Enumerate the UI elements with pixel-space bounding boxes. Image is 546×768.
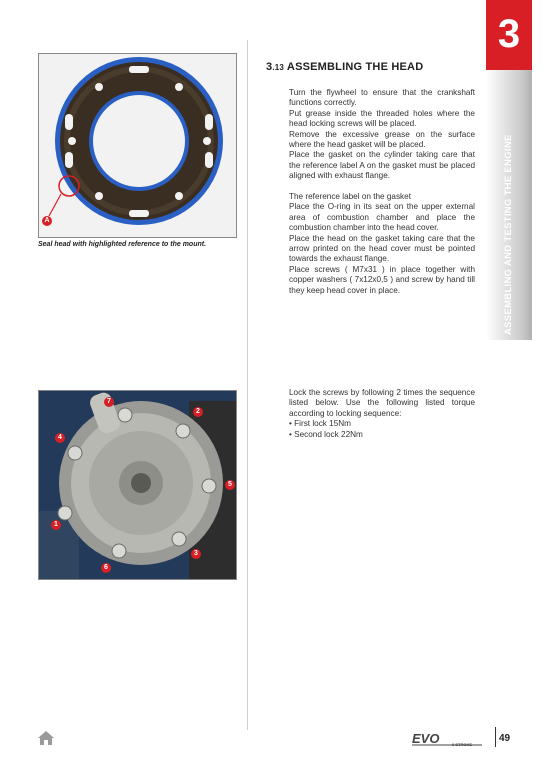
brand-name: EVO — [412, 732, 440, 746]
paragraph: Put grease inside the threaded holes where the head locking screws will be placed. — [289, 108, 475, 129]
screw-marker-4: 4 — [55, 433, 65, 443]
chapter-tab — [486, 0, 532, 70]
paragraph: Place the gasket on the cylinder taking care that the reference label A on the gasket must be placed aligned with exhaust flange. — [289, 150, 475, 181]
lock-intro: Lock the screws by following 2 times the sequence listed below. Use the following listed torque according to locking sequence: — [289, 388, 475, 418]
screw-marker-5: 5 — [225, 480, 235, 490]
screw-marker-6: 6 — [101, 563, 111, 573]
seal-head-image — [39, 54, 236, 237]
page-number: 49 — [499, 733, 511, 744]
paragraph: Place the head on the gasket taking care that the arrow printed on the head cover must be pointed towards the exhaust flange. — [289, 233, 475, 264]
paragraph: The reference label on the gasket — [289, 192, 411, 202]
section-subnumber: .13 — [272, 63, 285, 72]
paragraph: Turn the flywheel to ensure that the crankshaft functions correctly. — [289, 88, 475, 108]
screw-marker-2: 2 — [193, 407, 203, 417]
head-screws-image — [39, 391, 236, 579]
reference-marker-a: A — [42, 216, 52, 226]
brand-logo — [412, 732, 484, 746]
lock-sequence-block — [289, 388, 475, 440]
screw-marker-7: 7 — [104, 397, 114, 407]
screw-marker-1: 1 — [51, 520, 61, 530]
section-title: ASSEMBLING THE HEAD — [286, 61, 424, 73]
figure-caption: Seal head with highlighted reference to the mount. — [38, 241, 207, 248]
paragraph: Place screws ( M7x31 ) in place together with copper washers ( 7x12x0,5 ) and screw by hand till they keep head cover in place. — [289, 264, 475, 295]
head-screws-photo — [38, 390, 237, 580]
page-number-rule — [495, 727, 496, 747]
lock-item: • Second lock 22Nm — [289, 429, 363, 439]
chapter-label: ASSEMBLING AND TESTING THE ENGINE — [503, 134, 514, 335]
home-icon[interactable] — [37, 730, 55, 751]
lock-item: • First lock 15Nm — [289, 419, 352, 429]
chapter-number: 3 — [497, 12, 521, 56]
section-number: 3 — [266, 61, 273, 73]
paragraph: Remove the excessive grease on the surface where the head gasket will be placed. — [289, 129, 475, 150]
screw-marker-3: 3 — [191, 549, 201, 559]
brand-subtitle: 6 STROKE — [452, 742, 473, 747]
paragraph: Place the O-ring in its seat on the upper external area of combustion chamber and place the combustion chamber into the head cover. — [289, 202, 475, 233]
section-heading — [266, 61, 423, 73]
instructions-block — [289, 88, 475, 296]
seal-head-photo — [38, 53, 237, 238]
column-divider — [247, 40, 248, 730]
